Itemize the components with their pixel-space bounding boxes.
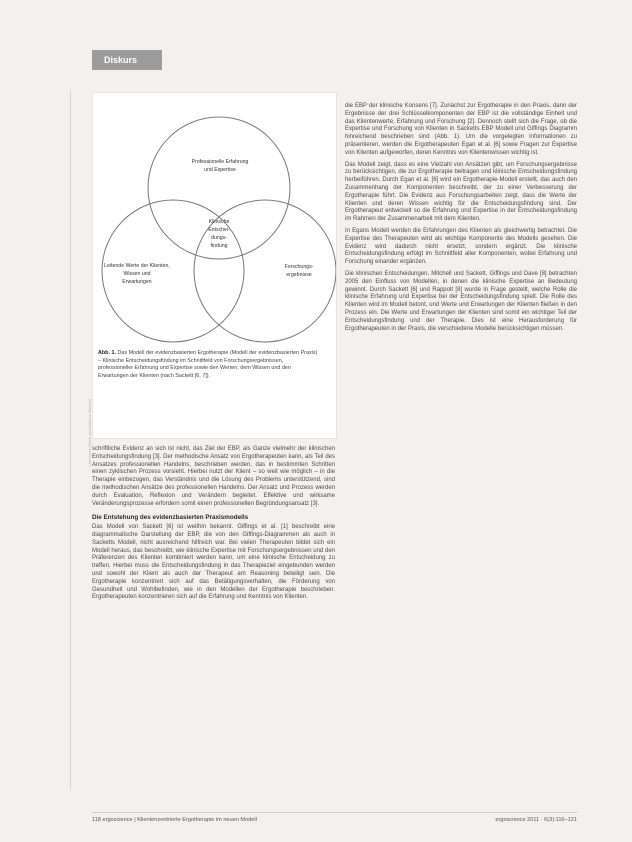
label-center-2: Entschei-	[208, 227, 230, 233]
right-para-1: die EBP der klinische Konsens [7]. Zunächst zur Ergotherapie in den Praxis, dann der Ergebnisse der drei Schlüsselkomponenten der EBP ist die vollständige Einheit und das Klientenwerte, Erfahrung und Forschung [2]. Dennoch stellt sich die Frage, ob die Expertise und Forschung von Klienten in Sacketts EBP Modell und Giffings Diagramm hinreichend beschrieben sind (Abb. 1). Um die vorgelegten Informationen zu präsentieren, werden die Ergotherapeuten Egan et al. [6] sowie Fragen zur Expertise von Klienten aufgeworfen, deren Kenntnis von Klientenwissen wichtig ist.	[345, 103, 577, 156]
figure-venn	[92, 92, 337, 439]
label-right-2: ergebnisse	[286, 272, 312, 278]
label-left-3: Erwartungen	[122, 279, 152, 285]
left-body: Das Modell von Sackett [6] ist weithin bekannt. Giffings et al. [1] beschreibt eine diagrammatische Darstellung der EBP, die von den Giffings-Diagrammen als auch in Sacketts Modell, nicht ausreichend hilfreich war. Bei vielen Therapeuten bildet sich ein Modell heraus, das beschreibt, wie klinische Expertise mit Forschungsergebnissen und den Präferenzen des Klienten kombiniert werden kann, um eine klinische Entscheidung zu treffen. Hierbei muss die Entscheidungsfindung in das Therapieziel eingebunden werden und sowohl der Klient als auch der Therapeut am Reasoning beteiligt sein. Die Ergotherapie konzentriert sich auf das Betätigungsverhalten, die Förderung von Gesundheit und Wohlbefinden, wie in den Modellen der Ergotherapie beschrieben. Ergotherapeuten konzentrieren sich auf die Erfahrung und Kenntnis von Klienten.	[92, 524, 335, 601]
label-left-2: Wissen und	[123, 271, 151, 277]
label-top-1: Professionelle Erfahrung	[191, 159, 249, 165]
venn-diagram	[93, 93, 336, 353]
left-column	[92, 446, 335, 602]
section-heading: Die Entstehung des evidenzbasierten Praxismodells	[92, 514, 249, 522]
caption-text: Das Modell der evidenzbasierten Ergotherapie (Modell der evidenzbasierten Praxis) – Klinische Entscheidungsfindung im Schnittfeld von Forschungsergebnissen, professioneller Erfahrung und Expertise sowie den Werten, dem Wissen und den Erwartungen der Klienten (nach Sackett [6, 7]).	[98, 350, 318, 379]
footer-left: 118 ergoscience | Klientenzentrierte Ergotherapie im neuen Modell	[92, 817, 257, 823]
margin-rule	[70, 90, 71, 790]
label-center-1: Klinische	[208, 219, 230, 225]
figure-caption	[98, 350, 318, 380]
label-top-2: und Expertise	[204, 167, 236, 173]
footer-right: ergoscience 2011 · 6(3):116–121	[495, 817, 577, 823]
side-note: Urheberrechtlich geschütztes Material	[87, 398, 93, 467]
right-column	[345, 103, 577, 333]
label-center-3: dungs-	[211, 235, 227, 241]
caption-label: Abb. 1.	[98, 350, 116, 356]
left-intro: schriftliche Evidenz an sich ist nicht, das Ziel der EBP, als Ganze vielmehr der klinischen Entscheidungsfindung [3]. Der methodische Ansatz von Ergotherapeuten kann, als Teil des Ansatzes professionellen Handelns, beschrieben werden, das in bestimmten Schritten einen zyklischen Prozess vorsieht. Hierbei nutzt der Klient – so weit wie möglich – in die Therapie einbezogen, das Verständnis und die Lösung des Problems unterstützend, sind die methodischen Ansätze des professionellen Handelns. Der Ansatz und Prozess werden durch Evaluation, Reflexion und Verändern begleitet. Effektive und wirksame Veränderungsprozesse erfordern somit einen professionellen Begründungsansatz [3].	[92, 446, 335, 507]
right-para-3: In Egans Modell werden die Erfahrungen des Klienten als gleichwertig betrachtet. Die Expertise des Therapeuten wird als wichtige Komponente des Modells gesehen. Die Evidenz wird dadurch nicht ersetzt, sondern ergänzt. Die klinische Entscheidungsfindung erfolgt im Schnittfeld aller Komponenten, wobei Erfahrung und Forschung einander ergänzen.	[345, 227, 577, 266]
section-tab-label: Diskurs	[104, 55, 138, 65]
right-para-2: Das Modell zeigt, dass es eine Vielzahl von Ansätzen gibt, um Forschungsergebnisse zu berücksichtigen, die zur Ergotherapie beitragen und klinische Entscheidungsfindung herbeiführen. Durch Egan et al. [6] wird ein Ergotherapie-Modell erstellt, das auch den Zusammenhang der Komponenten beschreibt, der zu einer Verbesserung der Ergotherapie führt. Die Evidenz aus Forschungsarbeiten zeigt, dass die Werte der Klienten und deren Wissen wichtig für die Entscheidungsfindung sind. Der Ergotherapeut entwickelt so die Erfahrung und Expertise in der Entscheidungsfindung im Rahmen der Zusammenarbeit mit dem Klienten.	[345, 161, 577, 223]
label-center-4: findung	[210, 243, 228, 249]
footer-rule	[92, 812, 577, 813]
right-para-4: Die klinischen Entscheidungen, Mitchell und Sackett, Giffings und Dave [8] betrachten 2005 den Einfluss von Modellen, in denen die klinische Expertise an Bedeutung gewinnt. Durch Sackett [6] und Rappolt [8] wurde in Frage gestellt, welche Rolle die klinische Erfahrung und Expertise bei der Entscheidungsfindung spielt. Die Rolle des Klienten wird im Modell betont, und Werte und Erwartungen der Klienten fließen in den Prozess ein. Die Werte und Erwartungen der Klienten sind somit ein wichtiger Teil der Entscheidungsfindung und der Therapie. Dies ist eine Herausforderung für Ergotherapeuten in der Praxis, die verschiedene Modelle berücksichtigen müssen.	[345, 270, 577, 332]
label-right-1: Forschungs-	[284, 264, 314, 270]
section-tab	[92, 50, 162, 70]
label-left-1: Leitende Werte der Klienten,	[104, 263, 170, 269]
